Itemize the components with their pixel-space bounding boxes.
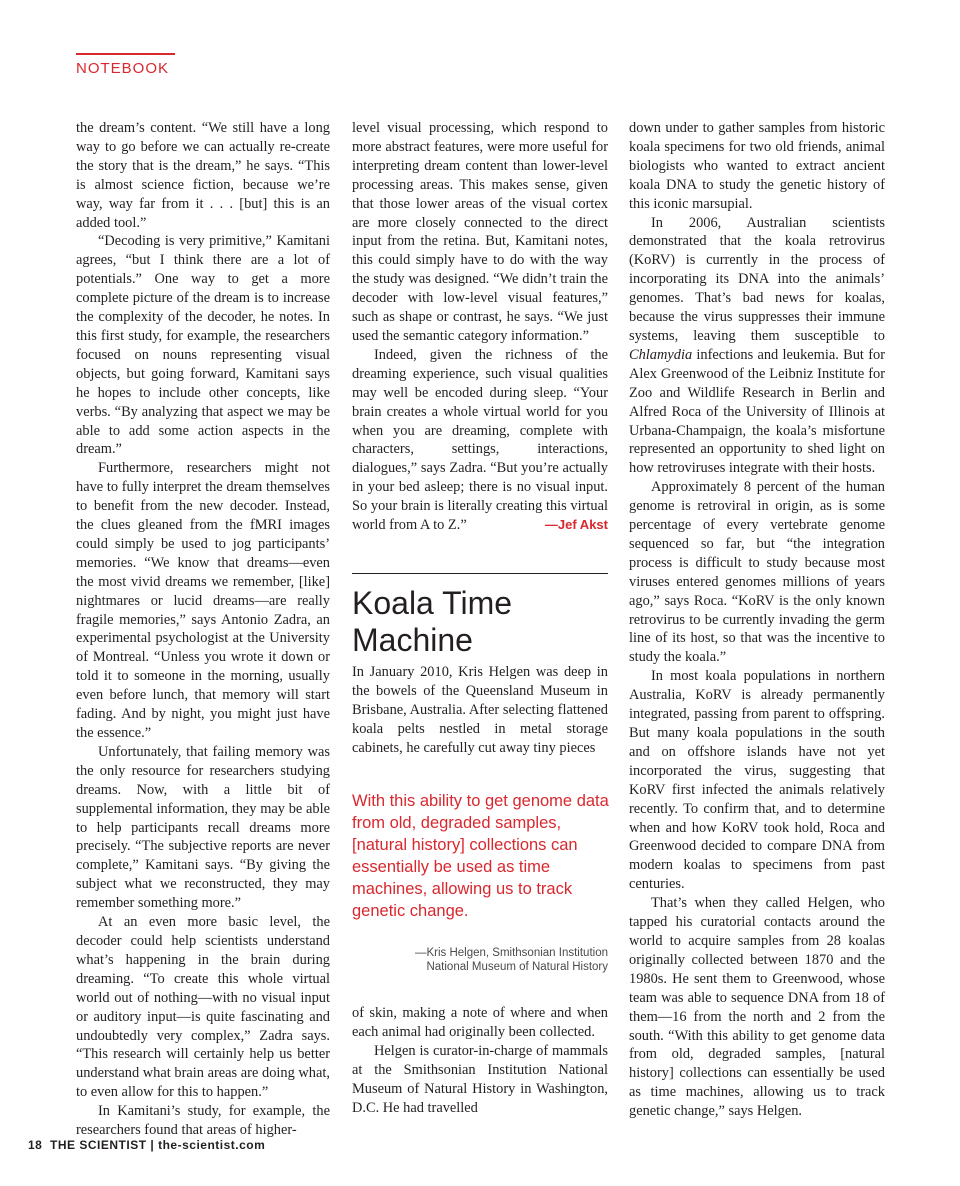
paragraph: That’s when they called Helgen, who tapped his curatorial contacts around the world to acquire samples from 28 koalas originally collected between 1870 and the 1980s. He sent them to Greenwood, whose team was able to sequence DNA from 18 of them—16 from the north and 2 from the south. “With this ability to get genome data from old, degraded samples, [natural history] collections can essentially be used as time machines, allowing us to track genetic change,” says Helgen. (629, 895, 885, 1120)
paragraph-text: In 2006, Australian scientists demonstrated that the koala retrovirus (KoRV) is currently in the process of incorporating its DNA into the animals’ genomes. That’s bad news for koalas, because the virus suppresses their immune systems, leaving them susceptible to (629, 214, 885, 344)
paragraph: Approximately 8 percent of the human genome is retroviral in origin, as is some percentage of every vertebrate genome sequenced so far, but “the integration process is difficult to study because most viruses entered genomes millions of years ago,” says Roca. “KoRV is the only known retrovirus to be currently invading the germ line of its host, so that was the incentive to study the koala.” (629, 479, 885, 666)
pull-quote: With this ability to get genome data from old, degraded samples, [natural history] collections can essentially be used as time machines, allowing us to track genetic change. (352, 792, 609, 920)
pull-quote-attribution (352, 946, 608, 974)
author-byline: —Jef Akst (544, 517, 608, 533)
paragraph-text: Indeed, given the richness of the dreaming experience, such visual qualities may well be encoded during sleep. “Your brain creates a whole virtual world for you when you are dreaming, complete with characters, settings, interactions, dialogues,” says Zadra. “But you’re actually in your bed asleep; there is no visual input. So your brain is literally creating this virtual world from A to Z.” (352, 346, 608, 534)
article-intro (352, 663, 608, 758)
column-2-top (352, 119, 608, 535)
magazine-name: THE SCIENTIST (50, 1138, 147, 1152)
column-2-bottom (352, 1004, 608, 1117)
paragraph (629, 214, 885, 479)
column-1 (76, 119, 330, 1140)
paragraph: Unfortunately, that failing memory was the only resource for researchers studying dreams. Now, with a little bit of supplemental information, they may be able to help participants recall dreams more precisely. “The subjective reports are never complete,” Kamitani says. “By giving the subject what we reconstructed, they may remember something more.” (76, 743, 330, 912)
paragraph: “Decoding is very primitive,” Kamitani agrees, “but I think there are a lot of potentials.” One way to get a more complete picture of the dream is to increase the complexity of the decoder, he notes. In this first study, for example, the researchers focused on nouns representing visual objects, but going forward, Kamitani says he hopes to include other concepts, like verbs. “By analyzing that aspect we may be able to add some action aspects in the dream.” (76, 233, 330, 458)
column-3 (629, 119, 885, 1121)
paragraph: In most koala populations in northern Australia, KoRV is already permanently integrated, passing from parent to offspring. But many koala populations in the south and on offshore islands have not yet incorporated the virus, suggesting that KoRV first infected the animals relatively recently. To confirm that, and to determine when and how KoRV took hold, Roca and Greenwood decided to compare DNA from modern koalas to specimens from past centuries. (629, 668, 885, 893)
italic-term: Chlamydia (629, 346, 693, 363)
paragraph: of skin, making a note of where and when each animal had originally been collected. (352, 1005, 608, 1040)
paragraph: level visual processing, which respond to more abstract features, were more useful for interpreting dream content than lower-level processing areas. This makes sense, given that those lower areas of the visual cortex are more closely connected to the direct input from the retina. But, Kamitani notes, this could simply have to do with the way the study was designed. “We didn’t train the decoder with low-level visual features,” such as shape or contrast, he says. “We just used the semantic category information.” (352, 120, 608, 344)
website-link: the-scientist.com (158, 1138, 266, 1152)
article-headline: Koala Time Machine (352, 585, 513, 658)
section-label: NOTEBOOK (76, 60, 170, 77)
paragraph: Helgen is curator-in-charge of mammals at the Smithsonian Institution National Museum of Natural History in Washington, D.C. He had travelled (352, 1042, 608, 1116)
paragraph-text: infections and leukemia. But for Alex Greenwood of the Leibniz Institute for Zoo and Wildlife Research in Berlin and Alfred Roca of the University of Illinois at Urbana-Champaign, the koala’s misfortune represented an opportunity to shed light on how retroviruses integrate with their hosts. (629, 346, 885, 477)
paragraph: In Kamitani’s study, for example, the researchers found that areas of higher- (76, 1103, 330, 1139)
section-rule (76, 53, 175, 55)
paragraph: down under to gather samples from historic koala specimens for two old friends, animal biologists who wanted to extract ancient koala DNA to study the genetic history of this iconic marsupial. (629, 120, 885, 212)
paragraph: At an even more basic level, the decoder could help scientists understand what’s happening in the brain during dreaming. “To create this whole virtual world out of nothing—with no visual input or auditory input—is quite fascinating and undoubtedly very complex,” Zadra says. “This research will certainly help us better understand what brain areas are doing what, to even allow for this to happen.” (76, 914, 330, 1101)
paragraph (352, 346, 608, 535)
paragraph: Furthermore, researchers might not have to fully interpret the dream themselves to benefit from the new decoder. Instead, the clues gleaned from the fMRI images could simply be used to jog participants’ memories. “We know that dreams—even the most vivid dreams we remember, [like] nightmares or lucid dreams—are really fragile memories,” says Antonio Zadra, an experimental psychologist at the University of Montreal. “Unless you wrote it down or told it to someone in the morning, usually even before lunch, that memory will start fading. And by night, you might just have the essence.” (76, 460, 330, 741)
page-number: 18 (28, 1138, 43, 1152)
footer-separator: | (150, 1138, 155, 1152)
article-divider (352, 573, 608, 574)
paragraph: the dream’s content. “We still have a long way to go before we can actually re-create the story that is the dream,” he says. “This is almost science fiction, because we’re way, way far from it . . . [but] this is an added tool.” (76, 120, 330, 231)
paragraph: In January 2010, Kris Helgen was deep in the bowels of the Queensland Museum in Brisbane, Australia. After selecting flattened koala pelts nestled in metal storage cabinets, he carefully cut away tiny pieces (352, 664, 608, 756)
page-footer (28, 1138, 265, 1152)
attribution-line: National Museum of Natural History (426, 961, 608, 973)
attribution-line: —Kris Helgen, Smithsonian Institution (414, 947, 608, 959)
